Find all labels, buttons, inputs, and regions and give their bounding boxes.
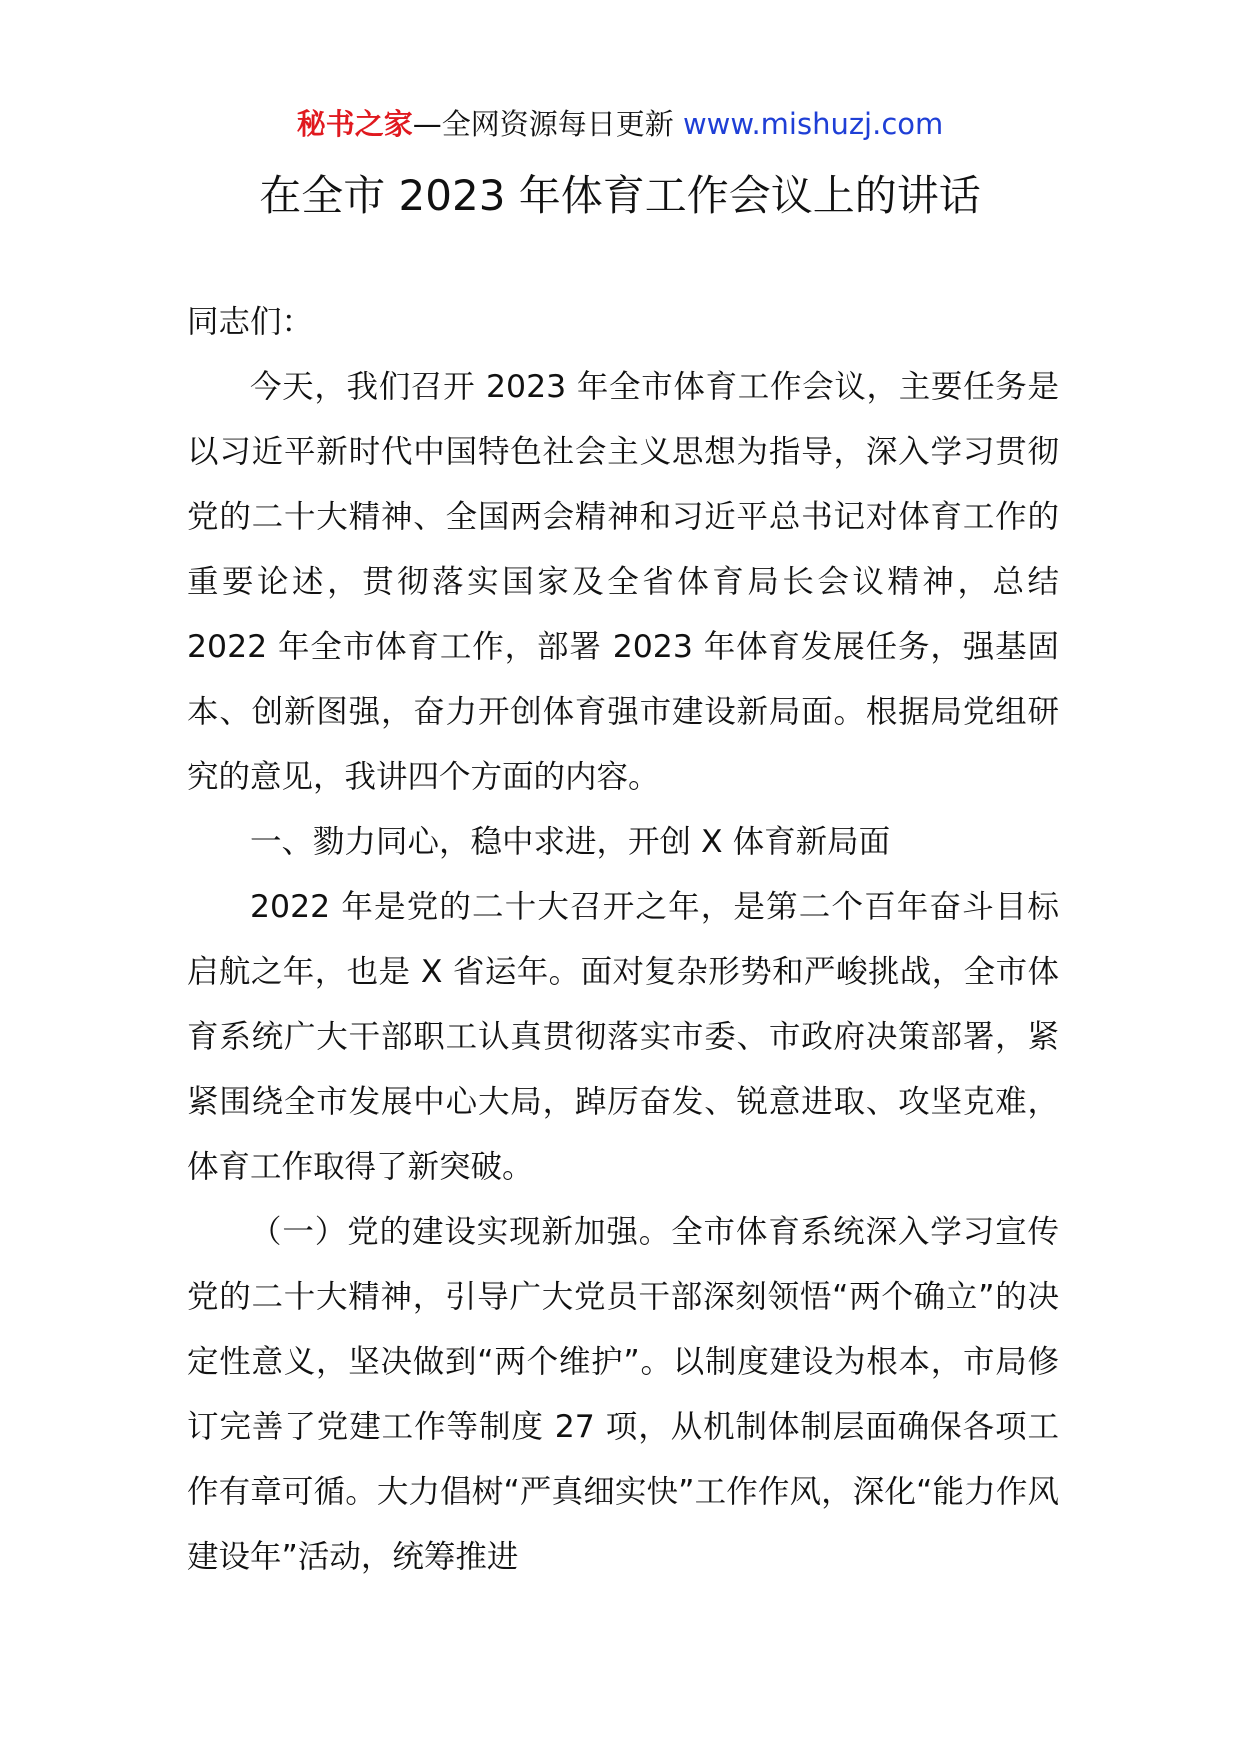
section-heading-1: 一、勠力同心，稳中求进，开创 X 体育新局面 [250, 824, 891, 860]
paragraph-party-building: （一）党的建设实现新加强。全市体育系统深入学习宣传党的二十大精神，引导广大党员干部深刻领悟“两个确立”的决定性意义，坚决做到“两个维护”。以制度建设为根本，市局修订完善了党建工作等制度 27 项，从机制体制层面确保各项工作有章可循。大力倡树“严真细实快”工作作风，深化“能力作风建设年”活动，统筹推进 [187, 1214, 1059, 1575]
site-tagline: —全网资源每日更新 [412, 107, 674, 141]
paragraph-intro: 今天，我们召开 2023 年全市体育工作会议，主要任务是以习近平新时代中国特色社会主义思想为指导，深入学习贯彻党的二十大精神、全国两会精神和习近平总书记对体育工作的重要论述，贯彻落实国家及全省体育局长会议精神，总结 2022 年全市体育工作，部署 2023 年体育发展任务，强基固本、创新图强，奋力开创体育强市建设新局面。根据局党组研究的意见，我讲四个方面的内容。 [187, 369, 1059, 795]
document-body [187, 290, 1059, 1590]
salutation: 同志们： [187, 304, 314, 340]
header-banner [0, 102, 1240, 146]
site-url-link[interactable]: www.mishuzj.com [682, 107, 944, 141]
document-title: 在全市 2023 年体育工作会议上的讲话 [259, 171, 981, 220]
paragraph-2022-review: 2022 年是党的二十大召开之年，是第二个百年奋斗目标启航之年，也是 X 省运年。面对复杂形势和严峻挑战，全市体育系统广大干部职工认真贯彻落实市委、市政府决策部署，紧紧围绕全市发展中心大局，踔厉奋发、锐意进取、攻坚克难，体育工作取得了新突破。 [187, 889, 1059, 1185]
site-brand[interactable]: 秘书之家 [296, 107, 413, 141]
